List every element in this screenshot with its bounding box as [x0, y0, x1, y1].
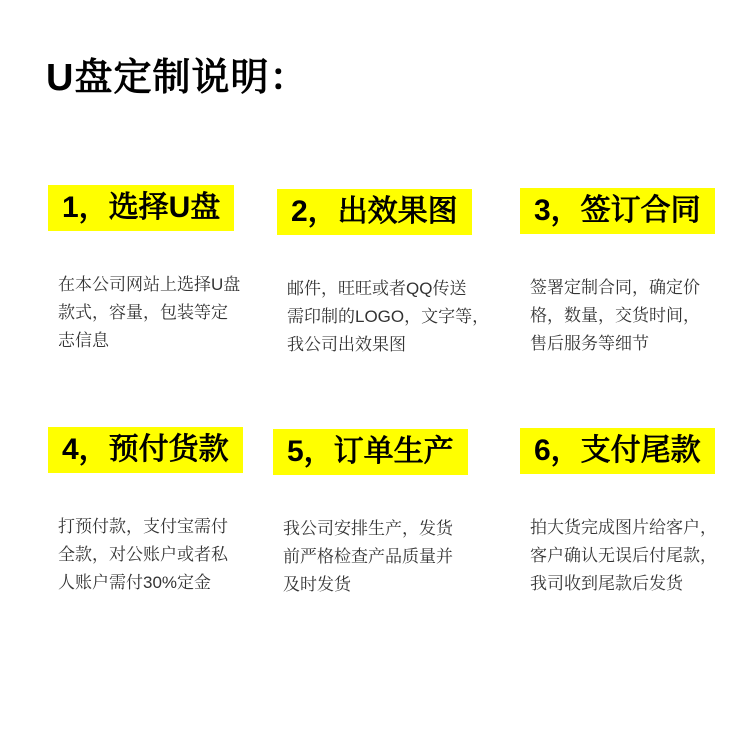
- step-description-line: 款式，容量，包装等定: [58, 303, 228, 322]
- step-label-3: 3，签订合同: [520, 188, 715, 234]
- step-card-2: [277, 189, 502, 359]
- step-label-1: 1，选择U盘: [48, 185, 234, 231]
- step-card-3: [520, 188, 745, 358]
- step-label-2: 2，出效果图: [277, 189, 472, 235]
- step-description-line: 及时发货: [283, 575, 351, 594]
- step-card-6: [520, 428, 745, 598]
- step-label-5: 5，订单生产: [273, 429, 468, 475]
- step-description-2: [277, 275, 502, 359]
- step-description-line: 售后服务等细节: [530, 334, 649, 353]
- step-label-4: 4，预付货款: [48, 427, 243, 473]
- step-description-line: 格，数量，交货时间，: [530, 306, 700, 325]
- step-description-line: 我司收到尾款后发货: [530, 574, 683, 593]
- step-description-line: 在本公司网站上选择U盘: [58, 275, 241, 294]
- step-description-6: [520, 514, 745, 598]
- step-description-line: 我公司安排生产，发货: [283, 519, 453, 538]
- step-description-4: [48, 513, 273, 597]
- step-label-6: 6，支付尾款: [520, 428, 715, 474]
- step-description-line: 拍大货完成图片给客户，: [530, 518, 717, 537]
- step-card-5: [273, 429, 498, 599]
- step-description-line: 客户确认无误后付尾款，: [530, 546, 717, 565]
- step-description-line: 前严格检查产品质量并: [283, 547, 453, 566]
- step-description-line: 人账户需付30%定金: [58, 573, 212, 592]
- step-description-line: 邮件，旺旺或者QQ传送: [287, 279, 467, 298]
- step-card-4: [48, 427, 273, 597]
- step-description-1: [48, 271, 273, 355]
- page-title: U盘定制说明：: [46, 57, 309, 99]
- step-description-line: 志信息: [58, 331, 109, 350]
- step-card-1: [48, 185, 273, 355]
- step-description-line: 需印制的LOGO，文字等，: [287, 307, 490, 326]
- step-description-5: [273, 515, 498, 599]
- step-description-line: 我公司出效果图: [287, 335, 406, 354]
- step-description-line: 全款，对公账户或者私: [58, 545, 228, 564]
- step-description-line: 打预付款，支付宝需付: [58, 517, 228, 536]
- step-description-line: 签署定制合同，确定价: [530, 278, 700, 297]
- step-description-3: [520, 274, 745, 358]
